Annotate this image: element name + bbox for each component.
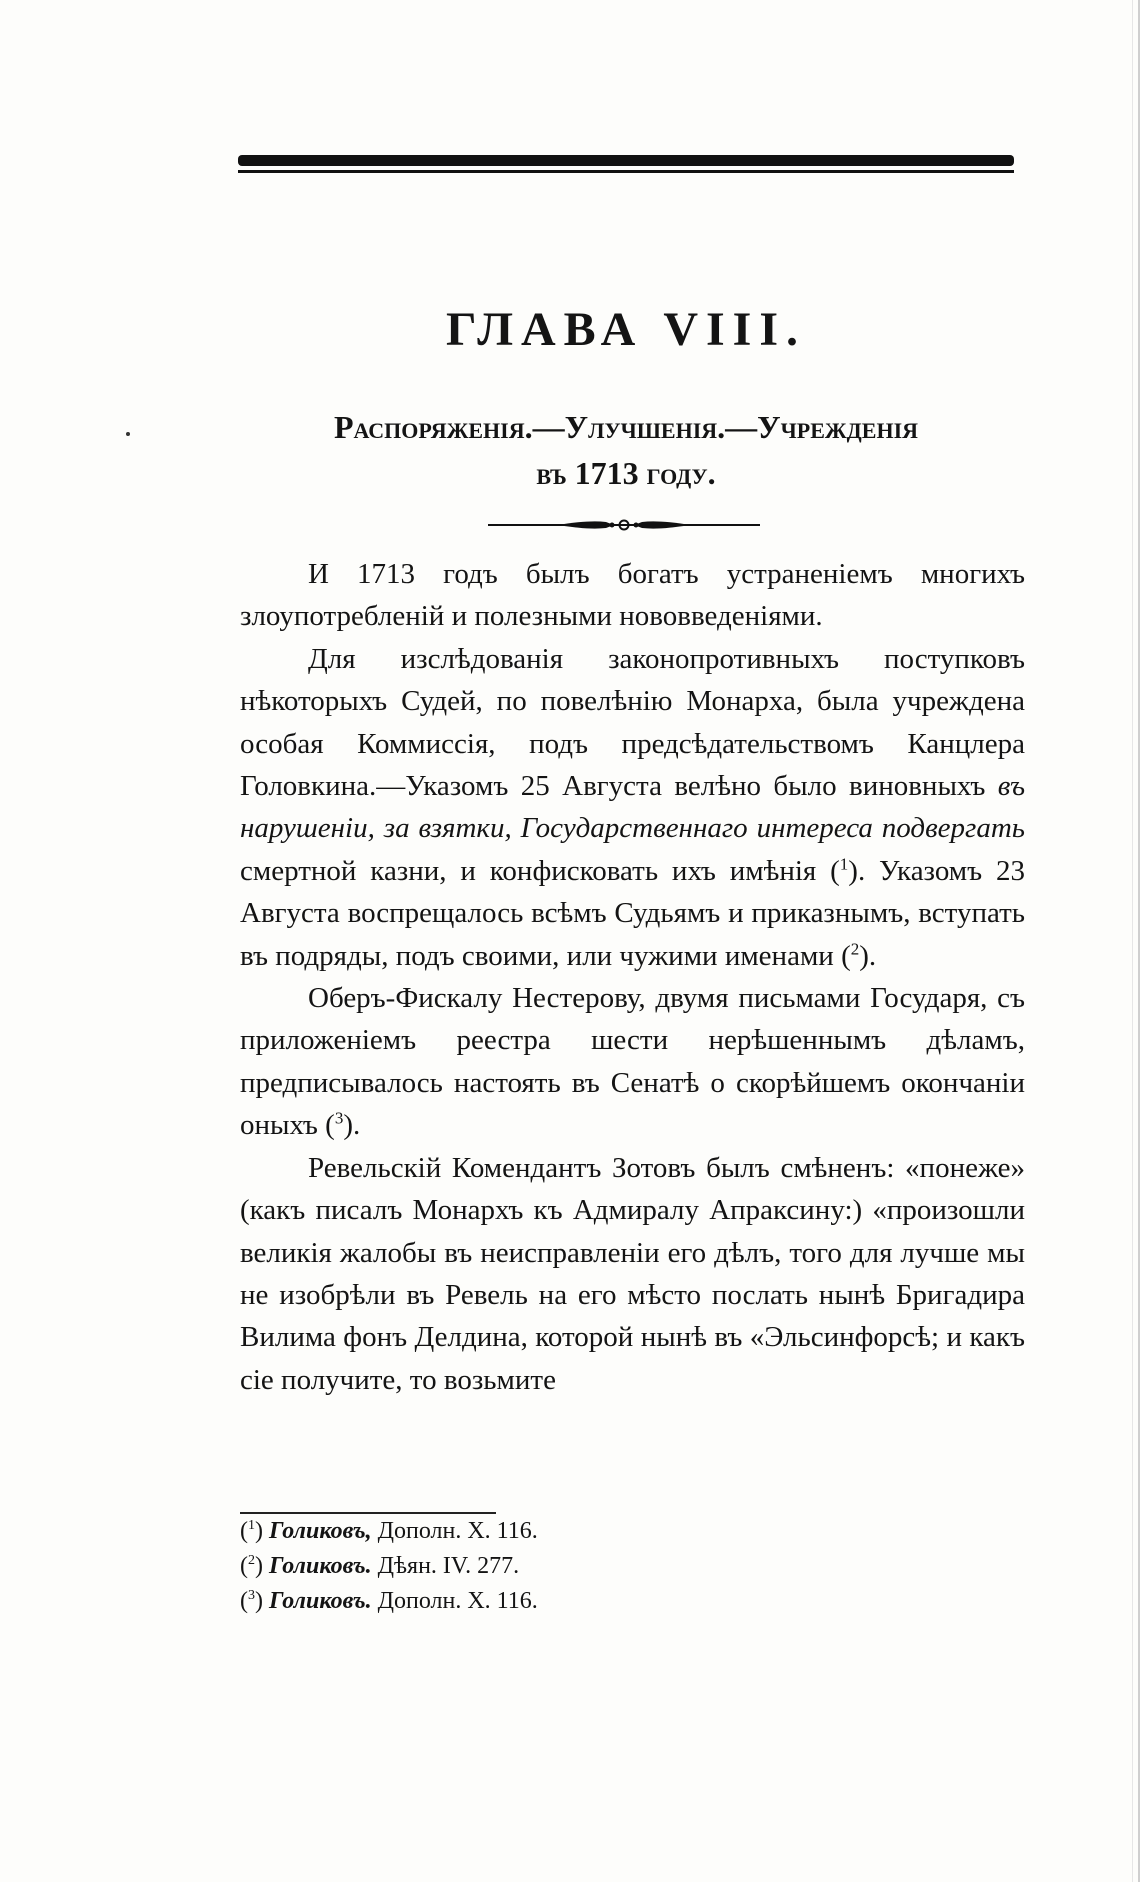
page-edge-inner [1132, 0, 1133, 1882]
footnote: ($^3$) Голиковъ. Дополн. X. 116. [240, 1588, 538, 1614]
text-run: Ревельскій Комендантъ Зотовъ былъ смѣненъ: «понеже» (какъ писалъ Монархъ къ Адмиралу Апраксину:) «произошли великія жалобы въ неисправленіи его дѣлъ, того для лучше мы не изобрѣли въ Ревель на его мѣсто послать нынѣ Бригадира Вилима фонъ Делдина, которой нынѣ въ «Эльсинфорсѣ; и какъ сіе получите, то возьмите [240, 1151, 1025, 1396]
footnote-reference: Дополн. X. 116. [371, 1588, 538, 1614]
footnote: ($^1$) Голиковъ, Дополн. X. 116. [240, 1518, 538, 1544]
footnote-marker: 1 [839, 854, 849, 874]
footnote-marker: 3 [334, 1108, 344, 1128]
footnote-reference: Дополн. X. 116. [371, 1518, 538, 1544]
text-run: ). Указомъ 23 Августа воспрещалось всѣмъ Судьямъ и приказнымъ, вступать въ подряды, подъ своими, или чужими именами ( [240, 854, 1026, 972]
footnote-number: 2 [248, 1553, 255, 1568]
chapter-title: ГЛАВА VIII. [445, 303, 807, 356]
footnote-author: Голиковъ, [269, 1518, 372, 1544]
text-run: смертной казни, и конфисковать ихъ имѣнія ( [240, 854, 840, 887]
paragraph [240, 977, 1025, 1147]
italic-phrase: въ нарушеніи, за взятки, Государственнаго интереса подвергать [240, 770, 1025, 845]
text-run: ). [859, 939, 877, 972]
footnote-author: Голиковъ. [269, 1553, 372, 1579]
paragraph [240, 638, 1025, 977]
ink-speck [126, 432, 130, 436]
paragraph [240, 553, 1025, 638]
subtitle-line-1: Распоряженія.—Улучшенія.—Учрежденія [333, 409, 919, 445]
footnotes [240, 1514, 1025, 1619]
header-rule-thick [238, 155, 1014, 166]
header-rule [238, 155, 1014, 173]
text-run: Для изслѣдованія законопротивныхъ поступковъ нѣкоторыхъ Судей, по повелѣнію Монарха, была учреждена особая Коммиссія, подъ предсѣдательствомъ Канцлера Головкина.—Указомъ 25 Августа велѣно было виновныхъ [240, 642, 1025, 803]
footnote-reference: Дѣян. IV. 277. [371, 1553, 520, 1579]
paragraph [240, 1147, 1025, 1401]
text-run: ). [343, 1109, 361, 1142]
text-run: Оберъ-Фискалу Нестерову, двумя письмами Государя, съ приложеніемъ реестра шести нерѣшеннымъ дѣламъ, предписывалось настоять въ Сенатѣ о скорѣйшемъ окончаніи оныхъ ( [240, 982, 1025, 1142]
chapter-body [240, 553, 1025, 1401]
footnote: ($^2$) Голиковъ. Дѣян. IV. 277. [240, 1553, 520, 1579]
footnote-number: 1 [248, 1518, 255, 1533]
footnote-author: Голиковъ. [269, 1588, 372, 1614]
footnote-number: 3 [248, 1588, 255, 1603]
ornament-divider-icon [488, 515, 760, 535]
chapter-subtitle [238, 404, 1014, 496]
subtitle-line-2: въ 1713 году. [536, 455, 716, 491]
header-rule-thin [238, 170, 1014, 173]
footnote-marker: 2 [850, 939, 860, 958]
text-run: И 1713 годъ былъ богатъ устраненіемъ многихъ злоупотребленій и полезными нововведеніями. [240, 558, 1025, 633]
